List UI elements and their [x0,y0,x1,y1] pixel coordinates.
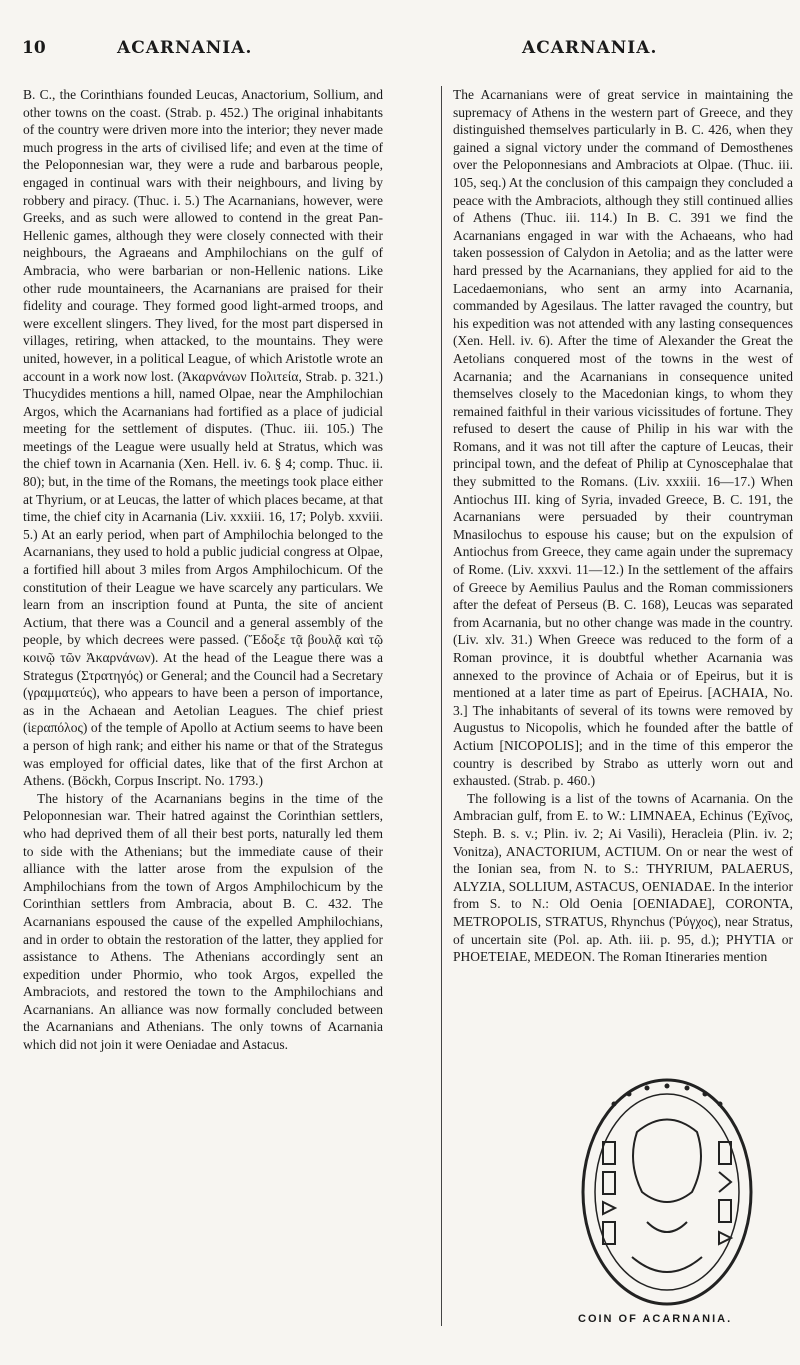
page-number: 10 [22,38,46,58]
figure-caption: COIN OF ACARNANIA. [578,1313,733,1325]
paragraph: The Acarnanians were of great service in maintaining the supremacy of Athens in the western part of Greece, and they distinguished themselves particularly in B. C. 426, when they gained a signal victory under the command of Demosthenes over the Peloponnesians and Ambraciots at Olpae. (Thuc. iii. 105, seq.) At the conclusion of this campaign they concluded a peace with the Ambraciots, although they still continued allies of Athens (Thuc. iii. 114.) In B. C. 391 we find the Acarnanians engaged in war with the Achaeans, who had taken possession of Calydon in Aetolia; and as the latter were hard pressed by the Acarnanians, they applied for aid to the Lacedaemonians, who sent an army into Acarnania, commanded by Agesilaus. The latter ravaged the country, but his expedition was not attended with any lasting consequences (Xen. Hell. iv. 6). After the time of Alexander the Great the Aetolians conquered most of the towns in the west of Acarnania; and the Acarnanians in consequence united themselves closely to the Macedonian kings, to whom they remained faithful in their various vicissitudes of fortune. They refused to desert the cause of Philip in his war with the Romans, and it was not till after the capture of Leucas, their principal town, and the defeat of Philip at Cynoscephalae that they submitted to the Romans. (Liv. xxxiii. 16—17.) When Antiochus III. king of Syria, invaded Greece, B. C. 191, the Acarnanians were persuaded by their countryman Mnasilochus to espouse his cause; but on the expulsion of Antiochus from Greece, they came again under the supremacy of Rome. (Liv. xxxvi. 11—12.) In the settlement of the affairs of Greece by Aemilius Paulus and the Roman commissioners after the defeat of Perseus (B. C. 168), Leucas was separated from Acarnania, but no other change was made in the country. (Liv. xlv. 31.) When Greece was reduced to the form of a Roman province, it is doubtful whether Acarnania was annexed to the province of Achaia or of Epeirus, but it is mentioned at a later time as part of Epeirus. [ACHAIA, No. 3.] The inhabitants of several of its towns were removed by Augustus to Nicopolis, which he founded after the battle of Actium [NICOPOLIS]; and in the time of this emperor the country is described by Strabo as utterly worn out and exhausted. (Strab. p. 460.) [453,87,793,789]
running-title-left: ACARNANIA. [117,38,253,58]
coin-illustration [577,1072,757,1312]
left-column [23,86,383,1054]
paragraph: B. C., the Corinthians founded Leucas, Anactorium, Sollium, and other towns on the coast. (Strab. p. 452.) The original inhabitants of the country were driven more into the interior; they never made much progress in the arts of civilised life; and even at the time of the Peloponnesian war, they were a rude and barbarous people, engaged in continual wars with their neighbours, and living by robbery and piracy. (Thuc. i. 5.) The Acarnanians, however, were Greeks, and as such were allowed to contend in the great Pan-Hellenic games, although they were closely connected with their neighbours, the Agraeans and Amphilochians on the gulf of Ambracia, who were barbarian or non-Hellenic nations. Like other rude mountaineers, the Acarnanians are praised for their fidelity and courage. They formed good light-armed troops, and were excellent slingers. They lived, for the most part dispersed in villages, retiring, when attacked, to the mountains. They were united, however, in a political League, of which Aristotle wrote an account in a work now lost. (Ἀκαρνάνων Πολιτεία, Strab. p. 321.) Thucydides mentions a hill, named Olpae, near the Amphilochian Argos, which the Acarnanians had fortified as a place of judicial meeting for the settlement of disputes. (Thuc. iii. 105.) The meetings of the League were usually held at Stratus, which was the chief town in Acarnania (Xen. Hell. iv. 6. § 4; comp. Thuc. ii. 80); but, in the time of the Romans, the meetings took place either at Thyrium, or at Leucas, the latter of which places became, at that time, the chief city in Acarnania (Liv. xxxiii. 16, 17; Polyb. xxviii. 5.) At an early period, when part of Amphilochia belonged to the Acarnanians, they used to hold a public judicial congress at Olpae, a fortified hill about 3 miles from Argos Amphilochicum. Of the constitution of their League we have scarcely any particulars. We learn from an inscription found at Punta, the site of ancient Actium, that there was a Council and a general assembly of the people, by which decrees were passed. (Ἔδοξε τᾷ βουλᾷ καὶ τῷ κοινῷ τῶν Ἀκαρνάνων). At the head of the League there was a Strategus (Στρατηγός) or General; and the Council had a Secretary (γραμματεύς), who appears to have been a person of importance, as in the Achaean and Aetolian Leagues. The chief priest (ἱεραπόλος) of the temple of Apollo at Actium seems to have been a person of high rank; and either his name or that of the Strategus was employed for official dates, like that of the first Archon at Athens. (Böckh, Corpus Inscript. No. 1793.) [23,87,383,789]
paragraph: The history of the Acarnanians begins in the time of the Peloponnesian war. Their hatred against the Corinthian settlers, who had deprived them of all their best ports, naturally led them to side with the Athenians; but the immediate cause of their alliance with the latter arose from the expulsion of the Amphilochians from the town of Argos Amphilochicum by the Corinthian settlers from Ambracia, about B. C. 432. The Acarnanians espoused the cause of the expelled Amphilochians, and in order to obtain the restoration of the latter, they applied for assistance to Athens. The Athenians accordingly sent an expedition under Phormio, who took Argos, expelled the Ambraciots, and restored the town to the Amphilochians and Acarnanians. An alliance was now formally concluded between the Acarnanians and Athenians. The only towns of Acarnania which did not join it were Oeniadae and Astacus. [23,790,383,1053]
right-column [453,86,793,966]
running-title-right: ACARNANIA. [522,38,658,58]
coin-icon [577,1072,757,1312]
page-header [22,38,777,66]
paragraph: The following is a list of the towns of Acarnania. On the Ambracian gulf, from E. to W.: LIMNAEA, Echinus (Ἐχῖνος, Steph. B. s. v.; Plin. iv. 2; Ai Vasili), Heracleia (Plin. iv. 2; Vonitza), ANACTORIUM, ACTIUM. On or near the west of the Ionian sea, from N. to S.: THYRIUM, PALAERUS, ALYZIA, SOLLIUM, ASTACUS, OENIADAE. In the interior from S. to N.: Old Oenia [OENIADAE], CORONTA, METROPOLIS, STRATUS, Rhynchus (Ῥύγχος), near Stratus, of uncertain site (Pol. ap. Ath. iii. p. 95, d.); PHYTIA or PHOETEIAE, MEDEON. The Roman Itineraries mention [453,790,793,965]
column-divider [441,86,442,1326]
